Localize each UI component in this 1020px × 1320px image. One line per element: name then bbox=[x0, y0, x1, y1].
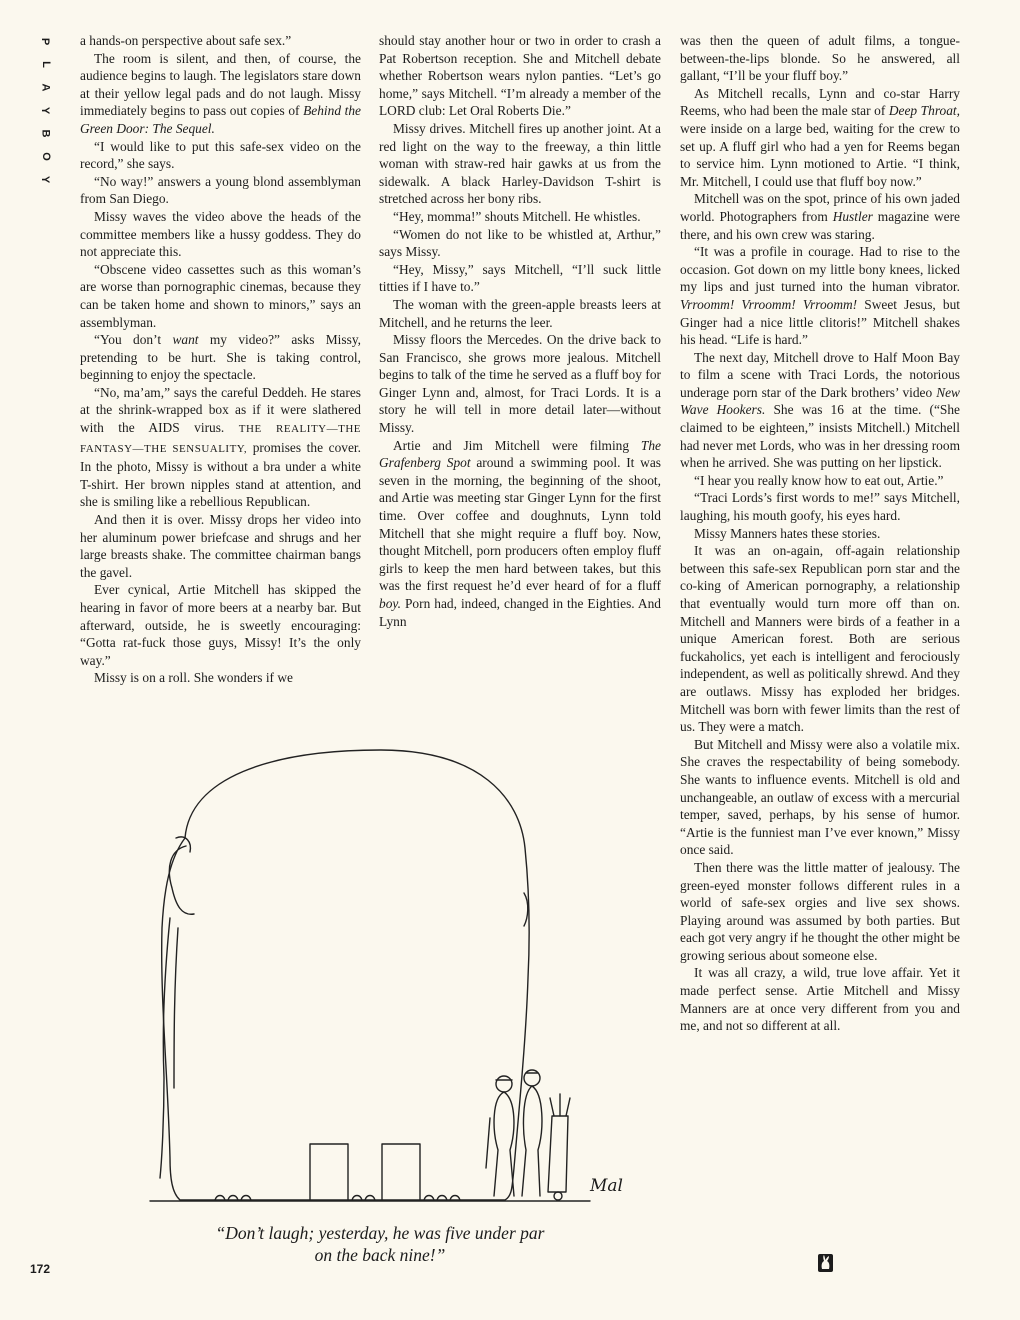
magazine-title: Hustler bbox=[832, 208, 873, 224]
masthead-letter: B bbox=[39, 129, 52, 138]
paragraph: “Obscene video cassettes such as this woman’s are worse than pornographic cinemas, because they can be taken home and shown to minors,” says an assemblyman. bbox=[80, 261, 361, 330]
article-column-3 bbox=[680, 32, 960, 1035]
paragraph: The next day, Mitchell drove to Half Moon Bay to film a scene with Traci Lords, the notorious underage porn star of the Dark brothers’ video New Wave Hookers. She was 16 at the time. (“She claimed to be eighteen,” insists Mitchell.) Mitchell had never met Lords, who was in her dressing room when he arrived. She was putting on her lipstick. bbox=[680, 349, 960, 471]
masthead-letter: L bbox=[39, 61, 52, 68]
paragraph: “Hey, Missy,” says Mitchell, “I’ll suck little titties if I have to.” bbox=[379, 261, 661, 295]
masthead-letter: P bbox=[39, 37, 52, 46]
film-title: The Grafenberg Spot bbox=[379, 437, 661, 471]
paragraph: Missy is on a roll. She wonders if we bbox=[94, 670, 293, 686]
paragraph: should stay another hour or two in order to crash a Pat Robertson reception. She and Mitchell debate whether Robertson wears nylon panties. “Let’s go home,” says Mitchell. “I’m already a member of the LORD club: Let Oral Roberts Die.” bbox=[379, 33, 661, 119]
paragraph: The room is silent, and then, of course, the audience begins to laugh. The legislators stare down at their yellow legal pads and do not laugh. Missy immediately begins to pass out copies of Behind the Green Door: The Sequel. bbox=[80, 50, 361, 136]
paragraph: Ever cynical, Artie Mitchell has skipped the hearing in favor of more beers at a nearby bar. But afterward, outside, he is sweetly encouraging: “Gotta rat-fuck those guys, Missy! It’s the only way.” bbox=[80, 582, 361, 668]
paragraph: “No way!” answers a young blond assemblyman from San Diego. bbox=[80, 173, 361, 207]
paragraph: It was all crazy, a wild, true love affair. Yet it made perfect sense. Artie Mitchell and Missy Manners are at once very different from you and me, and not so different at all. bbox=[680, 965, 960, 1034]
paragraph: Missy waves the video above the heads of the committee members like a hussy goddess. They do not appreciate this. bbox=[80, 208, 361, 260]
paragraph: Mitchell was on the spot, prince of his own jaded world. Photographers from Hustler magazine were there, and his own crew was staring. bbox=[680, 191, 960, 242]
film-title: Deep Throat, bbox=[888, 103, 960, 119]
paragraph: Then there was the little matter of jealousy. The green-eyed monster follows different rules in a world of safe-sex orgies and live sex shows. Playing around was assumed by both parties. But each got very angry if he thought the other might be growing serious about someone else. bbox=[680, 859, 960, 963]
film-title: New Wave Hookers. bbox=[680, 384, 960, 418]
paragraph: Missy drives. Mitchell fires up another joint. At a red light on the way to the freeway, a thin little woman with straw-red hair gawks at us from the sidewalk. A black Harley-Davidson T-shirt is stretched across her bony ribs. bbox=[379, 120, 661, 207]
artist-signature: Mal bbox=[590, 1176, 623, 1196]
paragraph: a hands-on perspective about safe sex.” bbox=[80, 33, 292, 48]
paragraph: Missy Manners hates these stories. bbox=[694, 525, 881, 541]
paragraph: “Hey, momma!” shouts Mitchell. He whistles. bbox=[393, 208, 641, 224]
paragraph: “Traci Lords’s first words to me!” says Mitchell, laughing, his mouth goofy, his eyes hard. bbox=[680, 490, 960, 524]
masthead-letter: Y bbox=[39, 175, 52, 184]
paragraph: But Mitchell and Missy were also a volatile mix. She craves the respectability of being somebody. She wants to influence events. Mitchell is old and unchangeable, an outlaw of excess with a mercurial temper, saved, perhaps, by his sense of humor. “Artie is the funniest man I’ve ever known,” Missy once said. bbox=[680, 736, 960, 858]
paragraph: As Mitchell recalls, Lynn and co-star Harry Reems, who had been the male star of Deep Throat, were inside on a large bed, waiting for the crew to set up. A fluff girl who had a yen for Reems began to service him. Lynn motioned to Artie. “I think, Mr. Mitchell, I could use that fluff boy now.” bbox=[680, 85, 960, 189]
masthead-letter: O bbox=[39, 152, 52, 161]
caption-line: on the back nine!” bbox=[314, 1245, 446, 1265]
magazine-masthead bbox=[38, 30, 52, 191]
video-title: Behind the Green Door: The Sequel. bbox=[80, 103, 361, 136]
rabbit-head-icon bbox=[818, 1254, 833, 1272]
paragraph: It was an on-again, off-again relationship between this safe-sex Republican porn star and the co-king of American pornography, a relationship that eventually would turn more off than on. Mitchell and Manners were birds of a feather in a unique American forest. Both are serious fuckaholics, yet each is intelligent and ferociously independent, as well as politically shrewd. And they are outlaws. Missy has exploded her bridges. Mitchell was born with fewer limits than the rest of us. They were a match. bbox=[680, 543, 960, 735]
paragraph: And then it is over. Missy drops her video into her aluminum power briefcase and shrugs and her large breasts shake. The committee chairman bangs the gavel. bbox=[80, 512, 361, 580]
cover-tagline: THE REALITY—THE FANTASY—THE SENSUALITY, bbox=[80, 423, 361, 455]
cartoon-caption bbox=[140, 1222, 620, 1266]
masthead-letter: A bbox=[39, 83, 52, 92]
paragraph: “It was a profile in courage. Had to rise to the occasion. Got down on my little bony knees, licked my lips and just turned into the human vibrator. Vrroomm! Vrroomm! Vrroomm! Sweet Jesus, but Ginger had a nice little clitoris!” Mitchell shakes his head. “Life is hard.” bbox=[680, 244, 960, 348]
paragraph: “I hear you really know how to eat out, Artie.” bbox=[694, 472, 944, 488]
article-column-1 bbox=[80, 32, 361, 687]
paragraph: The woman with the green-apple breasts leers at Mitchell, and he returns the leer. bbox=[379, 296, 661, 330]
paragraph: Missy floors the Mercedes. On the drive back to San Francisco, she grows more jealous. Mitchell begins to talk of the time he served as a fluff boy for Ginger Lynn and, almost, for Traci Lords. It is a story he will tell in more detail later—without Missy. bbox=[379, 332, 661, 436]
paragraph: Artie and Jim Mitchell were filming The Grafenberg Spot around a swimming pool. It was seven in the morning, the beginning of the shoot, and Artie was meeting star Ginger Lynn for the first time. Over coffee and doughnuts, Lynn told Mitchell that she might require a fluff boy. Now, thought Mitchell, porn producers often employ fluff girls to keep the men hard between takes, but this was the first request he’d ever heard of for a fluff boy. Porn had, indeed, changed in the Eighties. And Lynn bbox=[379, 437, 661, 629]
page-number: 172 bbox=[30, 1262, 51, 1276]
paragraph: was then the queen of adult films, a tongue-between-the-lips blonde. So he answered, all gallant, “I’ll be your fluff boy.” bbox=[680, 33, 960, 84]
article-column-2 bbox=[379, 32, 661, 630]
masthead-letter: Y bbox=[39, 106, 52, 115]
elephant-golf-cartoon bbox=[120, 738, 660, 1208]
caption-line: “Don’t laugh; yesterday, he was five under par bbox=[215, 1223, 545, 1243]
paragraph: “I would like to put this safe-sex video on the record,” she says. bbox=[80, 138, 361, 172]
paragraph: “You don’t want my video?” asks Missy, pretending to be hurt. She is taking control, beginning to enjoy the spectacle. bbox=[80, 332, 361, 383]
paragraph: “No, ma’am,” says the careful Deddeh. He stares at the shrink-wrapped box as if it were slathered with the AIDS virus. THE REALITY—THE FANTASY—THE SENSUALITY, promises the cover. In the photo, Missy is without a bra under a white T-shirt. Her brown nipples stand at attention, and she is smiling like a rebellious Republican. bbox=[80, 384, 361, 510]
paragraph: “Women do not like to be whistled at, Arthur,” says Missy. bbox=[379, 226, 661, 260]
